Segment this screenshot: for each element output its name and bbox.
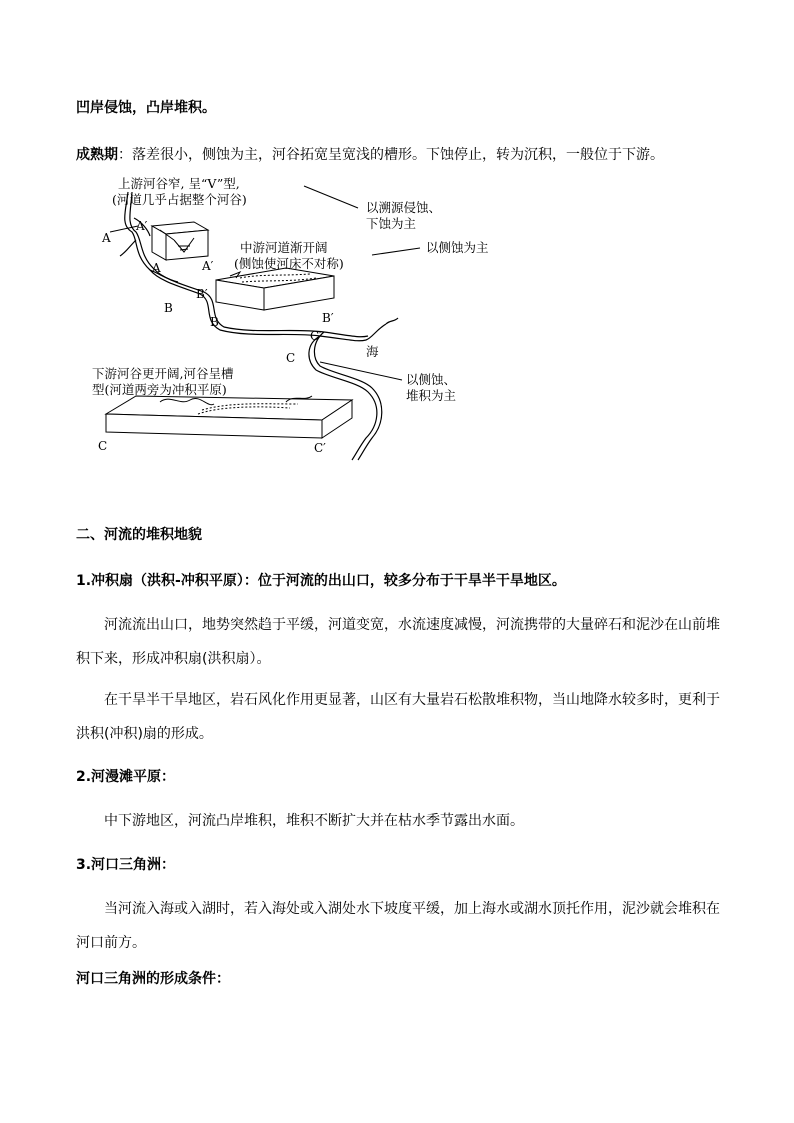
middle-desc-line1: 中游河道渐开阔 [240,240,328,255]
block-upper-valley [152,222,208,260]
lower-desc-line2: 型(河道两旁为冲积平原) [92,382,227,397]
heading-alluvial-fan: 1.冲积扇（洪积-冲积平原）：位于河流的出山口，较多分布于干旱半干旱地区。 [76,573,566,589]
para-alluvial-fan-2: 在干旱半干旱地区，岩石风化作用更显著，山区有大量岩石松散堆积物，当山地降水较多时，更利于洪积(冲积)扇的形成。 [76,692,720,742]
lower-erosion-line1: 以侧蚀、 [406,372,457,387]
point-C-prime-bottom: C′ [314,441,326,455]
section-heading: 二、河流的堆积地貌 [76,527,202,543]
lower-erosion-line2: 堆积为主 [406,388,457,403]
block-middle-valley [216,268,334,310]
point-A-prime-top: A′ [136,219,148,233]
point-A-prime-right: A′ [202,259,214,273]
upper-desc-line2: (河道几乎占据整个河谷) [112,192,247,207]
upper-erosion-line1: 以溯源侵蚀、 [366,200,442,215]
middle-erosion: 以侧蚀为主 [426,240,489,255]
point-B-prime-top: B′ [196,287,208,301]
point-B-bottom: B [210,315,219,329]
point-A-bottom: A [152,261,161,275]
para-floodplain: 中下游地区，河流凸岸堆积，堆积不断扩大并在枯水季节露出水面。 [104,813,524,829]
point-B-prime-right: B′ [322,311,334,325]
river-valley-diagram [90,170,610,470]
para-delta: 当河流入海或入湖时，若入海处或入湖处水下坡度平缓，加上海水或湖水顶托作用，泥沙就会堆积在河口前方。 [76,901,720,951]
point-A-left: A [102,231,111,245]
point-C-prime-top: C′ [310,329,322,343]
mature-stage-text: ：落差很小，侧蚀为主，河谷拓宽呈宽浅的槽形。下蚀停止，转为沉积，一般位于下游。 [118,147,664,163]
block-lower-valley [106,396,352,438]
mature-stage-label: 成熟期 [76,147,118,163]
heading-delta-conditions: 河口三角洲的形成条件： [76,971,230,987]
point-C-mid: C [286,351,296,365]
heading-delta: 3.河口三角洲： [76,857,176,873]
heading-floodplain: 2.河漫滩平原： [76,769,176,785]
point-C-bottom: C [98,439,108,453]
mature-stage-line [76,145,664,165]
middle-desc-line2: (侧蚀使河床不对称) [234,256,344,271]
text-concave-convex: 凹岸侵蚀，凸岸堆积。 [76,100,216,116]
lower-desc-line1: 下游河谷更开阔,河谷呈槽 [92,366,234,381]
para-alluvial-fan-1: 河流流出山口，地势突然趋于平缓，河道变宽，水流速度减慢，河流携带的大量碎石和泥沙在山前堆积下来，形成冲积扇(洪积扇）。 [76,617,720,667]
upper-erosion-line2: 下蚀为主 [366,216,417,231]
point-B-left: B [164,301,173,315]
upper-desc-line1: 上游河谷窄, 呈“V”型, [118,176,240,191]
sea-label: 海 [366,344,379,359]
